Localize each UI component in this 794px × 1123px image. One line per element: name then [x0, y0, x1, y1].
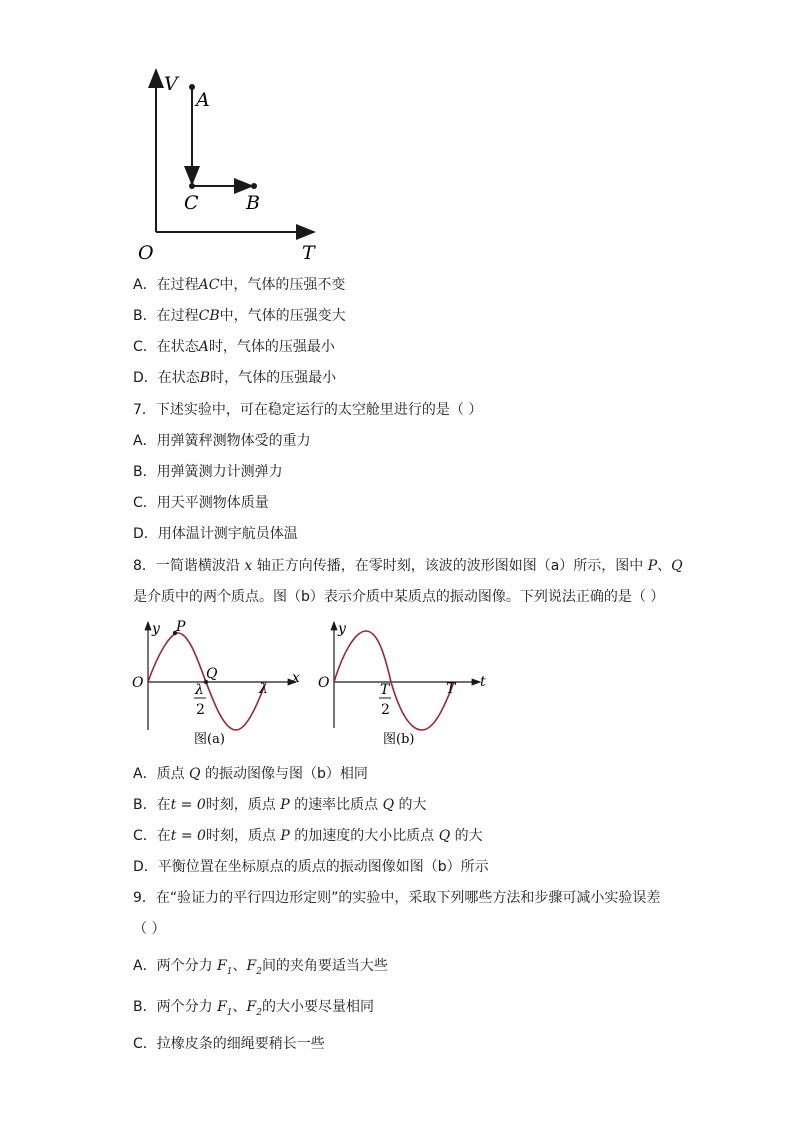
q8-option-a: A．质点 Q 的振动图像与图（b）相同	[133, 766, 368, 782]
fig-b-caption: 图(b)	[383, 732, 415, 747]
fig-a-half-lambda-den: 2	[196, 702, 205, 718]
q9-stem-line1: 9．在“验证力的平行四边形定则”的实验中，采取下列哪些方法和步骤可减小实验误差	[133, 890, 661, 906]
point-a-dot	[189, 84, 195, 90]
fig-b-half-t-num: T	[380, 682, 390, 698]
point-c-dot	[189, 183, 195, 189]
fig-a-q-label: Q	[206, 666, 218, 682]
fig-b-wave	[334, 631, 454, 730]
q7-option-a: A．用弹簧秤测物体受的重力	[133, 433, 311, 449]
q8-option-d: D．平衡位置在坐标原点的质点的振动图像如图（b）所示	[133, 859, 489, 875]
q6-option-b: B．在过程CB中，气体的压强变大	[133, 308, 346, 324]
q7-option-b: B．用弹簧测力计测弹力	[133, 464, 283, 480]
q8-stem-line2: 是介质中的两个质点。图（b）表示介质中某质点的振动图像。下列说法正确的是（ ）	[133, 589, 665, 605]
wave-figure-b	[312, 616, 492, 752]
q8-option-b: B．在t = 0时刻，质点 P 的速率比质点 Q 的大	[133, 797, 427, 813]
q8-stem-line1: 8．一简谐横波沿 x 轴正方向传播，在零时刻，该波的波形图如图（a）所示，图中 P、Q	[133, 558, 683, 574]
fig-b-y-label: y	[338, 621, 346, 637]
point-b-dot	[251, 183, 257, 189]
point-b-label: B	[246, 192, 260, 214]
origin-label: O	[138, 242, 154, 264]
fig-b-period-label: T	[446, 681, 456, 697]
vt-diagram	[130, 60, 330, 270]
q9-option-c: C．拉橡皮条的细绳要稍长一些	[133, 1036, 325, 1052]
q7-option-d: D．用体温计测宇航员体温	[133, 526, 298, 542]
fig-a-half-lambda-num: λ	[195, 682, 204, 698]
fig-a-lambda-label: λ	[259, 681, 268, 697]
axis-t-label: T	[302, 242, 315, 264]
fig-a-x-label: x	[292, 670, 300, 686]
wave-figure-a	[128, 616, 308, 752]
fig-b-half-t-den: 2	[381, 702, 390, 718]
fig-a-p-label: P	[176, 619, 186, 635]
q6-option-d: D．在状态B时，气体的压强最小	[133, 370, 337, 386]
fig-a-origin: O	[132, 675, 144, 691]
point-a-label: A	[196, 89, 210, 111]
q7-stem: 7．下述实验中，可在稳定运行的太空舱里进行的是（ ）	[133, 402, 483, 418]
q9-option-b: B．两个分力 $F_1$、$F_2$的大小要尽量相同	[133, 999, 374, 1018]
fig-a-caption: 图(a)	[194, 732, 225, 747]
fig-b-origin: O	[318, 675, 330, 691]
fig-a-y-label: y	[152, 621, 160, 637]
q9-option-a: A．两个分力 $F_1$、$F_2$间的夹角要适当大些	[133, 958, 388, 977]
point-c-label: C	[184, 192, 199, 214]
q6-option-c: C．在状态A时，气体的压强最小	[133, 339, 335, 355]
q7-option-c: C．用天平测物体质量	[133, 495, 269, 511]
q6-option-a: A．在过程AC中，气体的压强不变	[133, 277, 346, 293]
q8-option-c: C．在t = 0时刻，质点 P 的加速度的大小比质点 Q 的大	[133, 828, 483, 844]
q9-stem-line2: （ ）	[133, 921, 166, 937]
fig-b-x-label: t	[480, 674, 486, 690]
axis-v-label: V	[164, 73, 178, 95]
